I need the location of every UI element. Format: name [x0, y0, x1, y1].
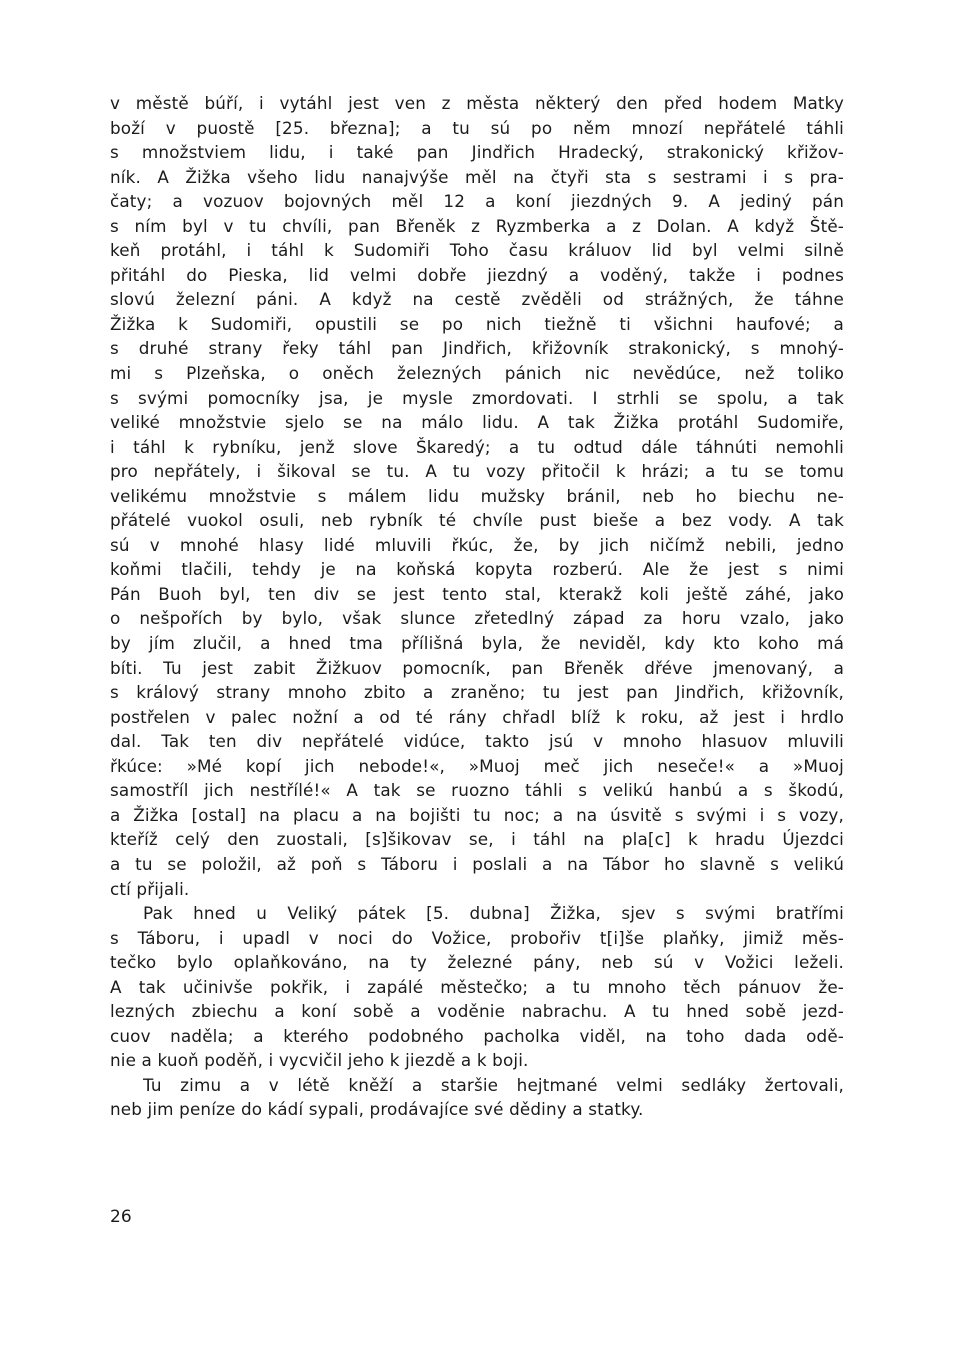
text-line: přitáhl do Pieska, lid velmi dobře jiezdný a voděný, takže i podnes: [110, 264, 844, 285]
paragraph: [110, 901, 844, 1073]
text-line: bíti. Tu jest zabit Žižkuov pomocník, pan Břeněk dřéve jmenovaný, a: [110, 657, 844, 678]
text-line: lezných zbiechu a koní sobě a voděnie nabrachu. A tu hned sobě jezd-: [110, 1001, 844, 1022]
body-text: [110, 91, 844, 1122]
text-line: by jím zlučil, a hned tma přílišná byla, že neviděl, kdy kto koho má: [110, 633, 844, 654]
text-line: a Žižka [ostal] na placu a na bojišti tu noc; a na úsvitě s svými i s vozy,: [110, 804, 844, 825]
text-line: keň protáhl, i táhl k Sudomiři Toho času králuov lid byl velmi silně: [110, 240, 844, 261]
text-line: s králový strany mnoho zbito a zraněno; tu jest pan Jindřich, křižovník,: [110, 682, 844, 703]
text-line: dal. Tak ten div nepřátelé vidúce, takto jsú v mnoho hlasuov mluvili: [110, 731, 844, 752]
text-line: pro nepřátely, i šikoval se tu. A tu vozy přitočil k hrázi; a tu se tomu: [110, 461, 844, 482]
text-line: neb jim peníze do kádí sypali, prodávajíce své dědiny a statky.: [110, 1099, 644, 1120]
text-line: mi s Plzeňska, o oněch železných pánich nic nevědúce, než toliko: [110, 363, 844, 384]
text-line: slovú železní páni. A když na cestě zvěděli od strážných, že táhne: [110, 289, 844, 310]
paragraph: [110, 1073, 844, 1122]
text-line: i táhl k rybníku, jenž slove Škaredý; a tu odtud dále táhnúti nemohli: [110, 436, 844, 457]
text-line: nie a kuoň poděň, i vycvičil jeho k jiezdě a k boji.: [110, 1050, 529, 1071]
text-line: o nešpořích by bylo, však slunce zřetedlný západ za horu vzalo, jako: [110, 608, 844, 629]
text-line: ník. A Žižka všeho lidu nanajvýše měl na čtyři sta s sestrami i s pra-: [110, 166, 844, 187]
text-line: ctí přijali.: [110, 878, 190, 899]
text-line: boží v puostě [25. března]; a tu sú po něm mnozí nepřátelé táhli: [110, 117, 844, 138]
page-number: 26: [110, 1207, 132, 1227]
text-line: samostříl jich nestřílé!« A tak se ruozno táhli s velikú hanbú a s škodú,: [110, 780, 844, 801]
text-line: a tu se položil, až poň s Táboru i poslali a na Tábor ho slavně s velikú: [110, 853, 844, 874]
text-line: Pán Buoh byl, ten div se jest tento stal, kterakž koli ještě záhé, jako: [110, 583, 844, 604]
text-line: s svými pomocníky jsa, je mysle zmordovati. I strhli se spolu, a tak: [110, 387, 844, 408]
paragraph: [110, 91, 844, 901]
text-line: v městě búří, i vytáhl jest ven z města některý den před hodem Matky: [110, 93, 844, 113]
text-line: cuov naděla; a kterého podobného pacholka viděl, na toho dada odě-: [110, 1025, 844, 1046]
text-line: veliké množstvie sjelo se na málo lidu. A tak Žižka protáhl Sudomiře,: [110, 412, 844, 433]
text-line: A tak učinivše pokřik, i zapálé městečko; a tu mnoho těch pánuov že-: [110, 976, 844, 997]
text-line: Pak hned u Veliký pátek [5. dubna] Žižka, sjev s svými bratřími: [143, 903, 844, 924]
text-line: přátelé vuokol osuli, neb rybník té chvíle pust bieše a bez vody. A tak: [110, 510, 844, 531]
text-line: Žižka k Sudomiři, opustili se po nich tiežně ti všichni haufové; a: [110, 313, 844, 334]
text-line: s množstviem lidu, i také pan Jindřich Hradecký, strakonický křižov-: [110, 142, 844, 163]
text-line: velikému množstvie s málem lidu mužsky bránil, neb ho biechu ne-: [110, 485, 844, 506]
text-line: Tu zimu a v létě kněží a staršie hejtmané velmi sedláky žertovali,: [143, 1074, 844, 1095]
text-line: čaty; a vozuov bojovných měl 12 a koní jiezdných 9. A jediný pán: [110, 191, 844, 212]
text-line: sú v mnohé hlasy lidé mluvili řkúc, že, by jich ničímž nebili, jedno: [110, 534, 844, 555]
text-line: s Táboru, i upadl v noci do Vožice, probořiv t[i]še plaňky, jimiž měs-: [110, 927, 844, 948]
text-line: koňmi tlačili, tehdy je na koňská kopyta rozberú. Ale že jest s nimi: [110, 559, 844, 580]
text-line: řkúce: »Mé kopí jich nebode!«, »Muoj meč jich neseče!« a »Muoj: [110, 755, 844, 776]
text-line: s ním byl v tu chvíli, pan Břeněk z Ryzmberka a z Dolan. A když Ště-: [110, 215, 844, 236]
text-line: s druhé strany řeky táhl pan Jindřich, křižovník strakonický, s mnohý-: [110, 338, 844, 359]
text-line: tečko bylo oplaňkováno, na ty železné pány, neb sú v Vožici leželi.: [110, 952, 844, 973]
text-line: postřelen v palec nožní a od té rány chřadl blíž k roku, až jest i hrdlo: [110, 706, 844, 727]
text-line: kteříž celý den zuostali, [s]šikovav se, i táhl na pla[c] k hradu Újezdci: [110, 829, 844, 850]
